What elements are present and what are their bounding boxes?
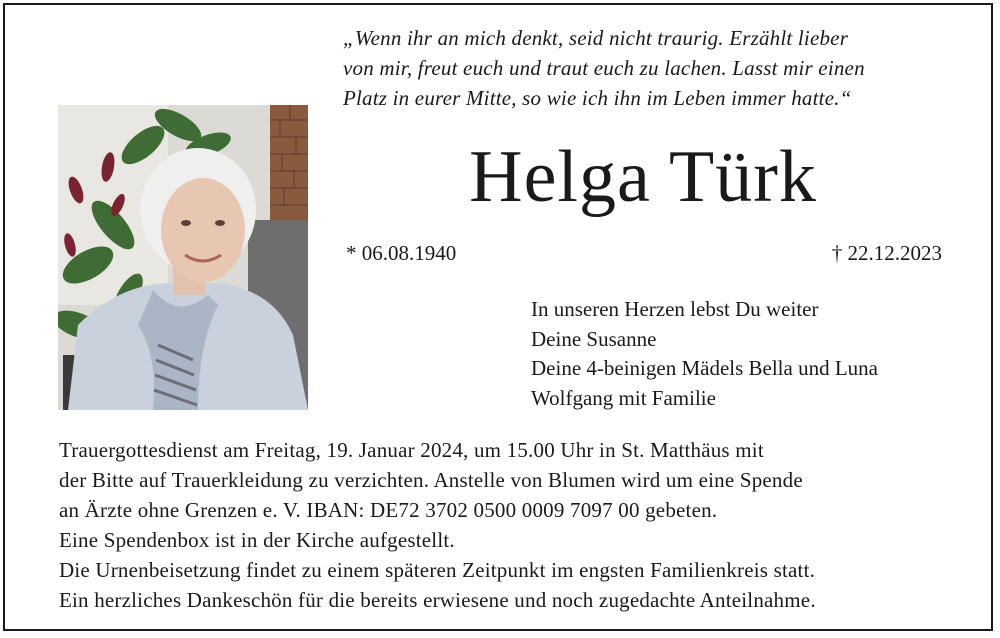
quote-line: von mir, freut euch und traut euch zu lachen. Lasst mir einen	[343, 56, 865, 80]
notice-line: Die Urnenbeisetzung findet zu einem späteren Zeitpunkt im engsten Familienkreis statt.	[59, 558, 816, 582]
notice-line: Trauergottesdienst am Freitag, 19. Januar 2024, um 15.00 Uhr in St. Matthäus mit	[59, 438, 764, 462]
memorial-quote	[343, 23, 953, 113]
service-notice	[59, 435, 959, 615]
obituary-card	[3, 3, 993, 631]
mourners-list	[531, 295, 878, 413]
mourner-line: Deine Susanne	[531, 326, 657, 351]
portrait-photo	[58, 105, 308, 410]
quote-line: Platz in eurer Mitte, so wie ich ihn im Leben immer hatte.“	[343, 86, 852, 110]
notice-line: an Ärzte ohne Grenzen e. V. IBAN: DE72 3702 0500 0009 7097 00 gebeten.	[59, 498, 718, 522]
mourner-line: Wolfgang mit Familie	[531, 385, 716, 410]
birth-date: * 06.08.1940	[346, 241, 457, 265]
notice-line: Eine Spendenbox ist in der Kirche aufgestellt.	[59, 528, 455, 552]
deceased-name: Helga Türk	[469, 136, 817, 218]
mourner-line: In unseren Herzen lebst Du weiter	[531, 297, 819, 321]
notice-line: Ein herzliches Dankeschön für die bereits erwiesene und noch zugedachte Anteilnahme.	[59, 588, 816, 612]
mourner-line: Deine 4-beinigen Mädels Bella und Luna	[531, 356, 878, 380]
quote-line: „Wenn ihr an mich denkt, seid nicht traurig. Erzählt lieber	[343, 26, 849, 50]
notice-line: der Bitte auf Trauerkleidung zu verzichten. Anstelle von Blumen wird um eine Spende	[59, 468, 803, 492]
death-date: † 22.12.2023	[831, 241, 942, 265]
